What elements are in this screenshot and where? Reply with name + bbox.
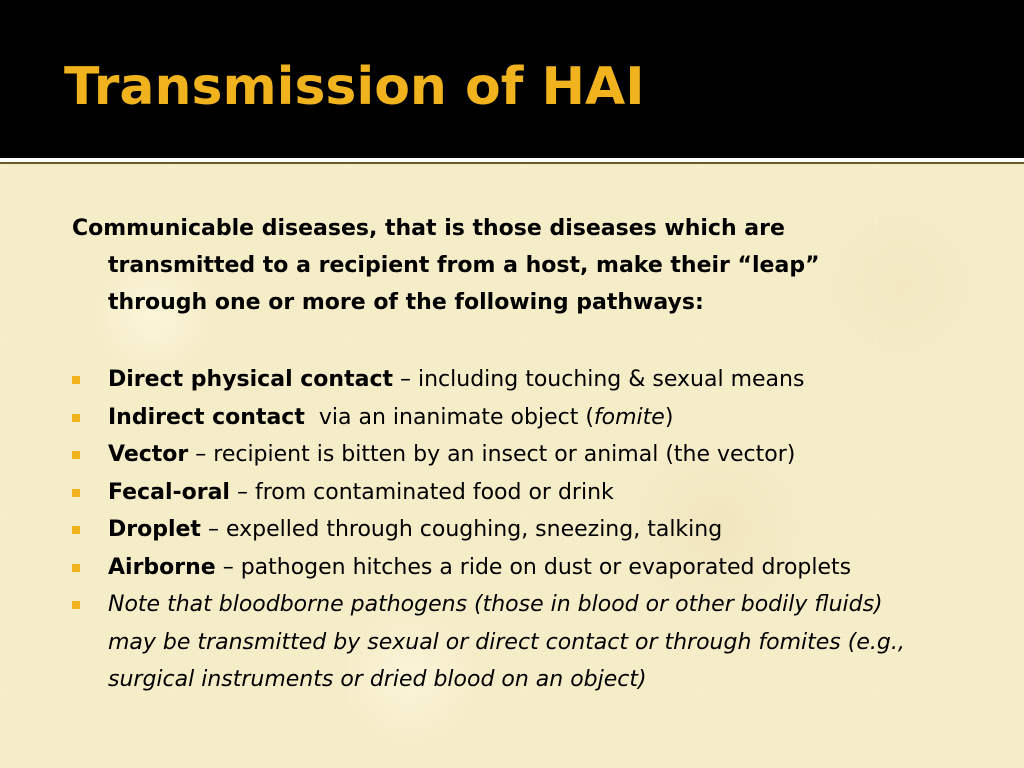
note-text: Note that bloodborne pathogens (those in blood or other bodily fluids) may be transmitted by sexual or direct contact or through fomites (e.g., surgical instruments or dried blood on an object) (108, 592, 905, 692)
bullet-text: – pathogen hitches a ride on dust or evaporated droplets (215, 554, 852, 580)
bullet-term: Droplet (108, 517, 201, 542)
bullet-text-after: ) (664, 404, 674, 430)
bullet-italic-term: fomite (593, 404, 665, 430)
bullet-term: Vector (108, 442, 189, 467)
intro-paragraph: Communicable diseases, that is those diseases which are transmitted to a recipient from a host, make their “leap” through one or more of the following pathways: (72, 216, 820, 315)
bullet-text: – including touching & sexual means (393, 367, 805, 392)
list-item (72, 549, 972, 587)
bullet-icon (72, 489, 80, 497)
list-item (72, 474, 972, 512)
bullet-text: via an inanimate object ( (304, 404, 594, 430)
bullet-text: – expelled through coughing, sneezing, talking (200, 517, 723, 542)
bullet-text: – recipient is bitten by an insect or animal (the vector) (188, 442, 796, 467)
note-item (72, 586, 908, 699)
bullet-term: Fecal-oral (108, 479, 230, 505)
list-item (72, 399, 972, 437)
bullet-text: – from contaminated food or drink (229, 479, 614, 505)
bullet-term: Indirect contact (108, 404, 305, 430)
bullet-term: Direct physical contact (108, 367, 394, 392)
bullet-icon (72, 451, 80, 459)
title-bar (0, 0, 1024, 158)
bullet-icon (72, 376, 80, 384)
list-item (72, 361, 972, 399)
bullet-term: Airborne (108, 554, 216, 580)
list-item (72, 436, 972, 474)
bullet-icon (72, 564, 80, 572)
bullet-icon (72, 526, 80, 534)
bullet-icon (72, 414, 80, 422)
pathway-list (72, 361, 972, 699)
slide-title: Transmission of HAI (64, 57, 645, 117)
bullet-icon (72, 601, 80, 609)
list-item (72, 511, 972, 549)
